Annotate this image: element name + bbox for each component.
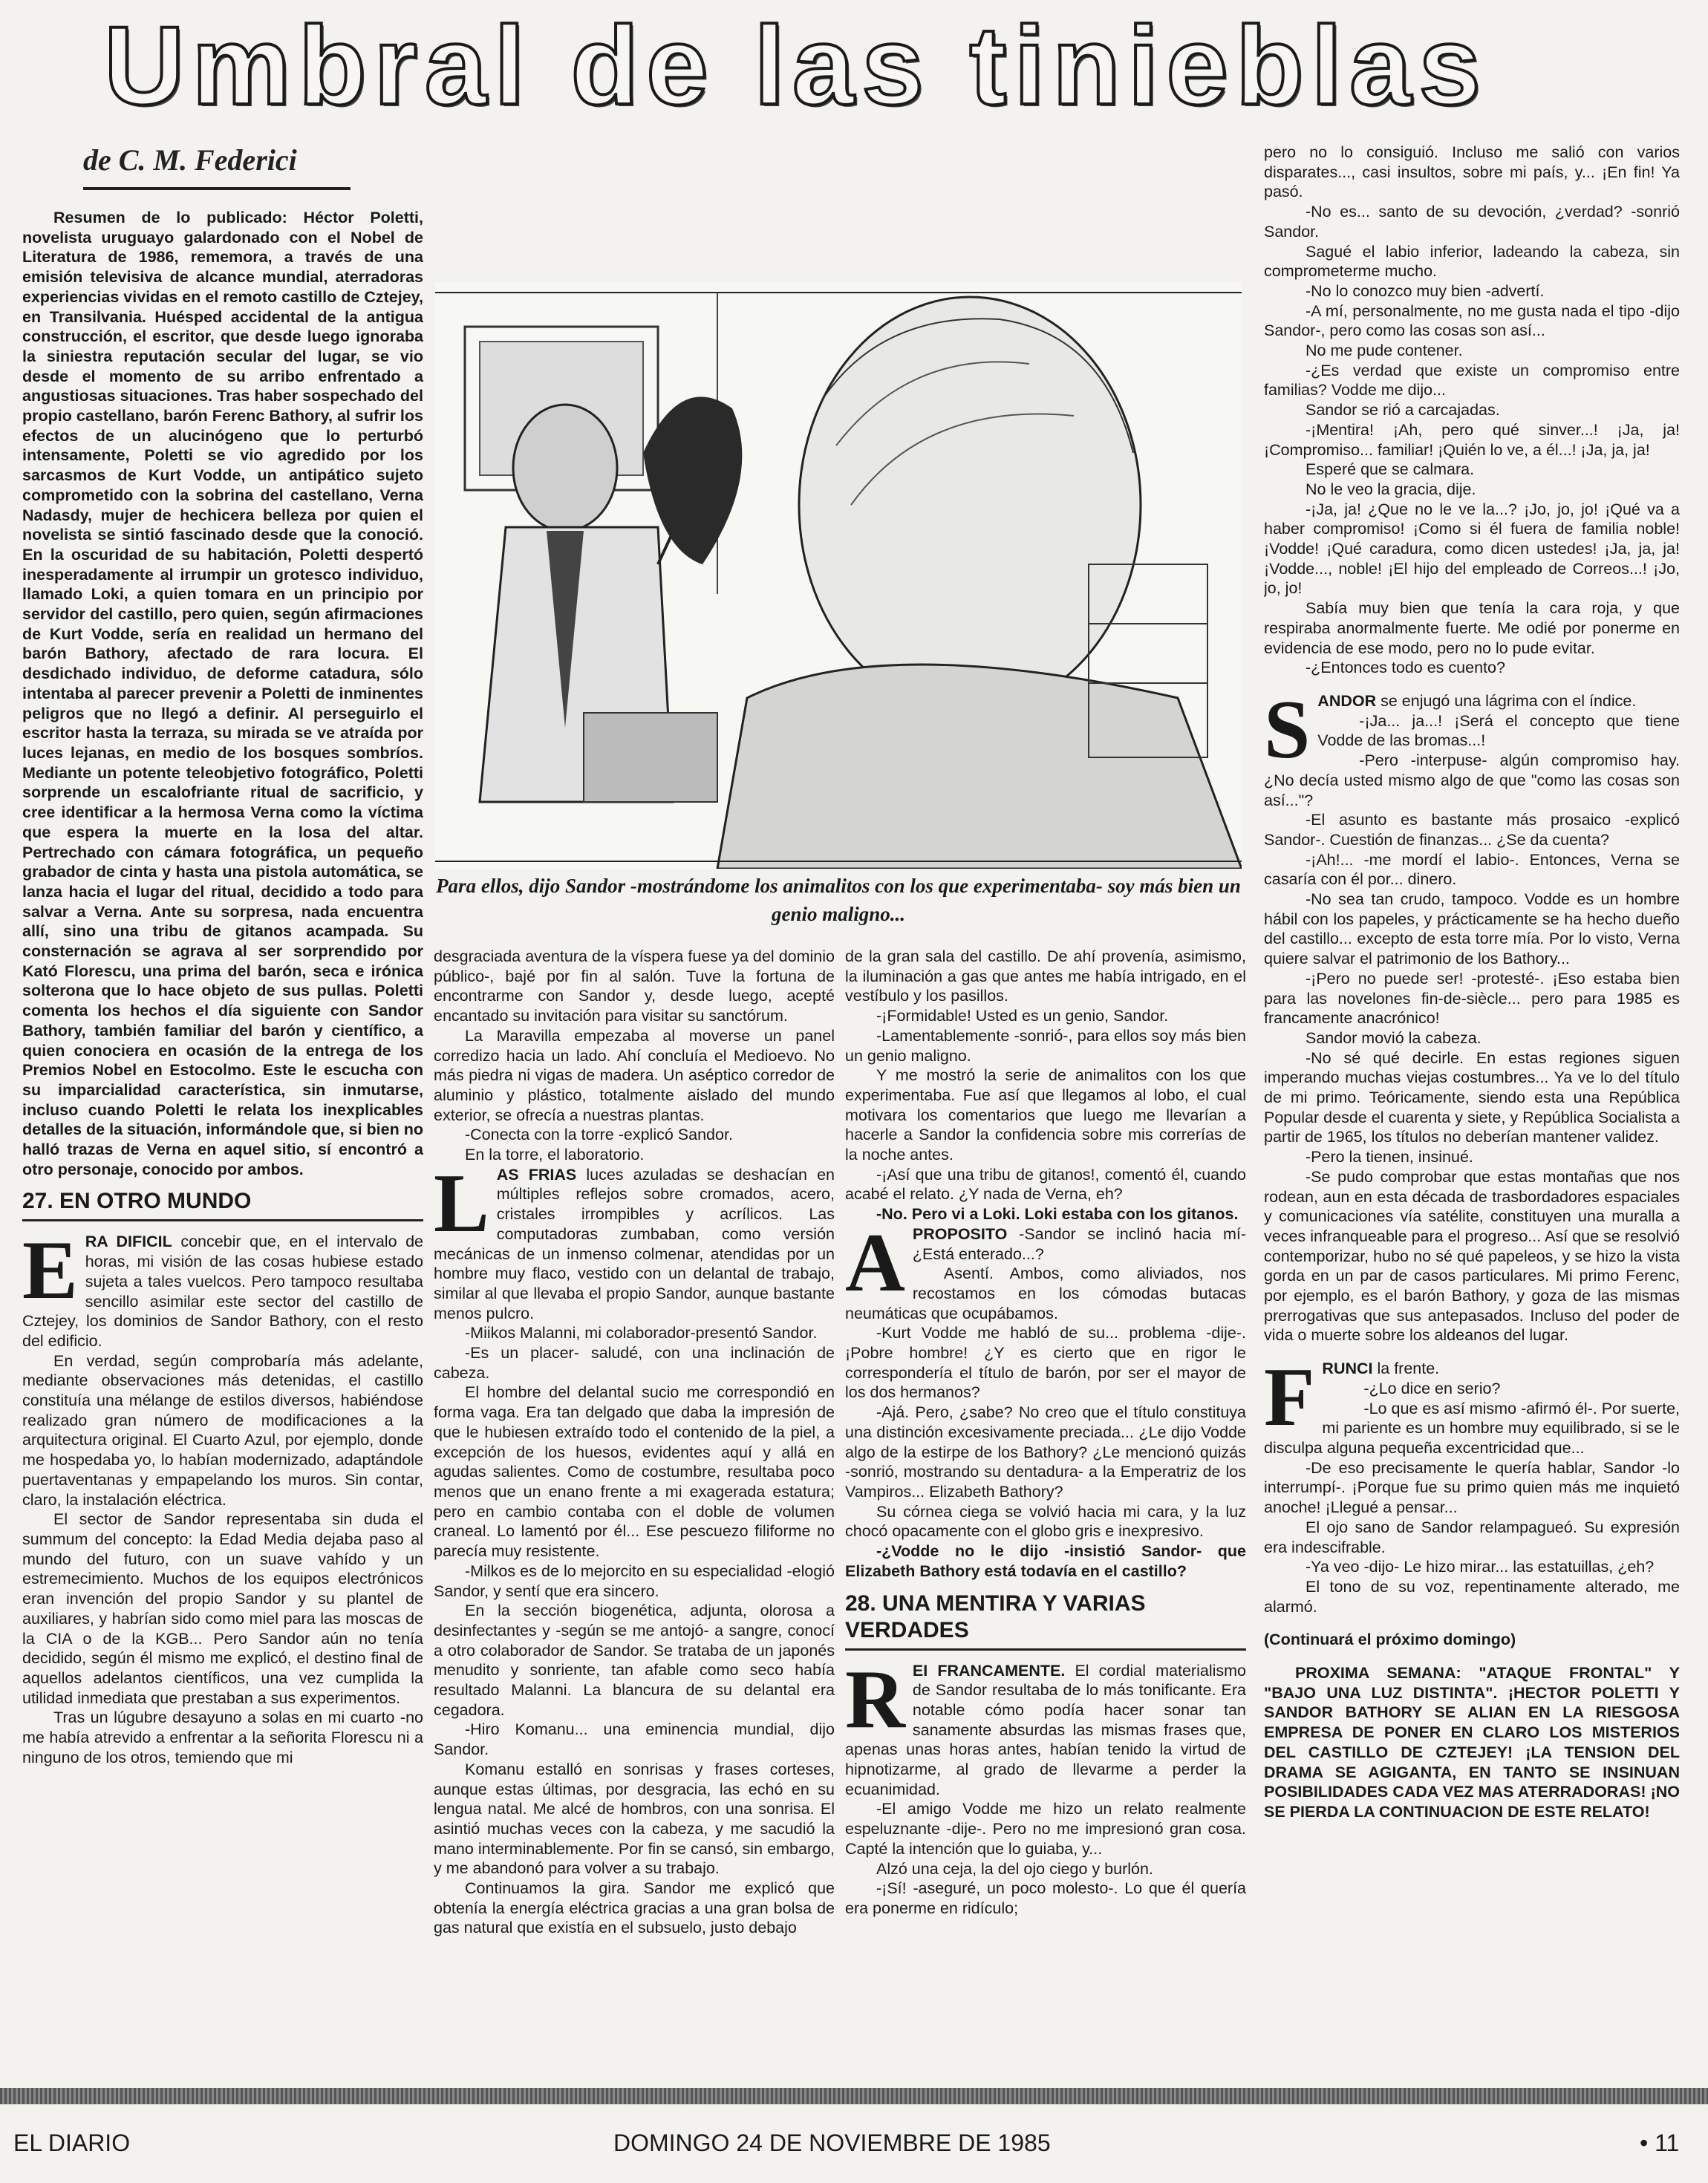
paragraph: LAS FRIAS luces azuladas se deshacían en múltiples reflejos sobre cromados, acero, cristales irrompibles y acrílicos. Las computadoras zumbaban, como versión mecánicas de un inmenso colmenar, atendidas por un hombre muy flaco, vestido con un delantal de trabajo, similar al que llevaba el propio Sandor, aunque bastante menos pulcro. [434,1157,835,1322]
paragraph: Sabía muy bien que tenía la cara roja, y que respiraba anormalmente fuerte. Me odié por ponerme en evidencia de ese modo, pero no lo pude evitar. [1264,599,1680,657]
illustration-caption: Para ellos, dijo Sandor -mostrándome los animalitos con los que experimentaba- soy más bien un genio maligno... [436,875,1241,925]
paragraph: -¡Sí! -aseguré, un poco molesto-. Lo que él quería era ponerme en ridículo; [845,1879,1246,1917]
column-4 [1264,143,1680,1925]
column-2 [434,947,835,2068]
paragraph: REI FRANCAMENTE. El cordial materialismo de Sandor resultaba de lo más tonificante. Era notable cómo podía hacer sonar tan sanamente absurdas las mismas frases que, apenas unas horas antes, habían tenido la virtud de hipnotizarme, al grado de llevarme a perder la ecuanimidad. [845,1653,1246,1798]
paragraph: -Se pudo comprobar que estas montañas que nos rodean, aun en esta década de trasbordadores espaciales y comunicaciones vía satélite, constituyen una muralla a veces infranqueable para el progreso... Así que se resolvió contemporizar, hubo no sé qué papeleos, y se hizo la vista gorda en un par de casos particulares. Mi primo Ferenc, por ejemplo, es el barón Bathory, y goza de las mismas prerrogativas que sus antepasados. Incluso del poder de vida o muerte sobre los aldeanos del lugar. [1264,1167,1680,1345]
lead-in: PROPOSITO [912,1224,1008,1243]
next-week-teaser: PROXIMA SEMANA: "ATAQUE FRONTAL" Y "BAJO UNA LUZ DISTINTA". ¡HECTOR POLETTI Y SANDOR BATHORY SE ALIAN EN LA RIESGOSA EMPRESA DE PONER EN CLARO LOS MISTERIOS DEL CASTILLO DE CZTEJEY! ¡LA TENSION DEL DRAMA SE AGIGANTA, EN TANTO SE INSINUAN POSIBILIDADES CADA VEZ MAS ATERRADORAS! ¡NO SE PIERDA LA CONTINUACION DE ESTE RELATO! [1264,1664,1680,1821]
paragraph: -No sé qué decirle. En estas regiones siguen imperando muchas viejas costumbres... Ya ve lo del título de mi primo. Teóricamente, siendo esta una República Popular desde el cuarenta y siete, y República Socialista a partir de 1965, los títulos no deberían mantener validez. [1264,1048,1680,1146]
paragraph: Alzó una ceja, la del ojo ciego y burlón. [876,1859,1153,1878]
paragraph: -Conecta con la torre -explicó Sandor. [465,1126,733,1144]
paragraph: Sagué el labio inferior, ladeando la cabeza, sin comprometerme mucho. [1264,242,1680,281]
paragraph: -¿Entonces todo es cuento? [1306,659,1505,677]
paragraph: -Pero -interpuse- algún compromiso hay. ¿No decía usted mismo algo de que "como las cosas son así..."? [1264,751,1680,809]
paragraph: Komanu estalló en sonrisas y frases corteses, aunque estas últimas, por desgracia, las echó en su lengua natal. Me alcé de hombros, con una sonrisa. El asintió muchas veces con la cabeza, y me sacudió la mano interminablemente. Por fin se cansó, sin embargo, y me abandonó para volver a su trabajo. [434,1760,835,1878]
footer-rule [0,2088,1708,2104]
drop-cap: L [434,1157,489,1250]
paragraph: de la gran sala del castillo. De ahí provenía, asimismo, la iluminación a gas que antes me había intrigado, en el vestíbulo y los pasillos. [845,947,1246,1005]
paragraph: ERA DIFICIL concebir que, en el intervalo de horas, mi visión de las cosas hubiese estado sujeta a tales vuelcos. Pero tampoco resultaba sencillo asimilar este sector del castillo de Cztejey, los dominios de Sandor Bathory, con el resto del edificio. [22,1224,423,1350]
paragraph: Tras un lúgubre desayuno a solas en mi cuarto -no me había atrevido a enfrentar a la señorita Florescu ni a ninguno de los otros, temiendo que mi [22,1709,423,1766]
paragraph: No le veo la gracia, dije. [1306,480,1476,498]
paragraph: -Lamentablemente -sonrió-, para ellos soy más bien un genio maligno. [845,1026,1246,1065]
paragraph: El ojo sano de Sandor relampagueó. Su expresión era indescifrable. [1264,1518,1680,1556]
paragraph: -¿Vodde no le dijo -insistió Sandor- que Elizabeth Bathory está todavía en el castillo? [845,1542,1246,1580]
drop-cap: F [1264,1351,1315,1444]
paragraph: -¡Ja, ja! ¿Que no le ve la...? ¡Jo, jo, jo! ¡Qué va a haber compromiso! ¡Como si él fuera de familia noble! ¡Vodde! ¡Qué caradura, como dicen ustedes! ¡Ja, ja, ja! ¡Vodde..., noble! ¡El hijo del empleado de Correos...! ¡Jo, jo, jo! [1264,500,1680,598]
paragraph: -Milkos es de lo mejorcito en su especialidad -elogió Sandor, y sentí que era sincero. [434,1562,835,1600]
paragraph: -De eso precisamente le quería hablar, Sandor -lo interrumpí-. ¡Porque fue su primo quien más me inquietó anoche! ¡Llegué a pensar... [1264,1458,1680,1517]
paragraph: -El amigo Vodde me hizo un relato realmente espeluznante -dije-. Pero no me impresionó gran cosa. Capté la intención que lo guiaba, y... [845,1800,1246,1858]
paragraph: -¿Es verdad que existe un compromiso entre familias? Vodde me dijo... [1264,361,1680,399]
continued-note: (Continuará el próximo domingo) [1264,1631,1516,1649]
byline: de C. M. Federici [83,140,351,190]
paragraph: pero no lo consiguió. Incluso me salió con varios disparates..., casi insultos, sobre mi país, y... ¡En fin! Ya pasó. [1264,143,1680,201]
paragraph: -Miikos Malanni, mi colaborador-presentó Sandor. [465,1324,818,1342]
scientist-illustration [435,282,1242,869]
headline: Umbral de las tinieblas [104,3,1488,128]
paragraph: Su córnea ciega se volvió hacia mi cara, y la luz chocó opacamente con el globo gris e inexpresivo. [845,1502,1246,1541]
paragraph: -No lo conozco muy bien -advertí. [1306,281,1545,300]
drop-cap: A [845,1216,905,1309]
paragraph: Continuamos la gira. Sandor me explicó que obtenía la energía eléctrica gracias a una gran bolsa de gas natural que existía en el subsuelo, justo debajo [434,1879,835,1937]
paragraph: -¡Pero no puede ser! -protesté-. ¡Eso estaba bien para las novelones fin-de-siècle... pero para 1985 es francamente anacrónico! [1264,969,1680,1028]
lead-in: RUNCI [1322,1360,1373,1378]
paragraph: -Ajá. Pero, ¿sabe? No creo que el título constituya una distinción excesivamente preciada... ¿Le dijo Vodde algo de la estirpe de los Bathory? ¿Le mencionó quizás -sonrió, mostrando su dentadura- a la Emperatriz de los Vampiros... Elizabeth Bathory? [845,1403,1246,1501]
paragraph: -El asunto es bastante más prosaico -explicó Sandor-. Cuestión de finanzas... ¿Se da cuenta? [1264,811,1680,849]
section-heading-28: 28. UNA MENTIRA Y VARIAS VERDADES [845,1590,1246,1651]
paragraph: -¡Formidable! Usted es un genio, Sandor. [876,1007,1169,1025]
paragraph: -No es... santo de su devoción, ¿verdad? -sonrió Sandor. [1264,203,1680,241]
summary-label: Resumen de lo publicado: [53,209,287,226]
paragraph: La Maravilla empezaba al moverse un panel corredizo hacia un lado. Ahí concluía el Medioevo. No más piedra ni vigas de madera. Un aséptico corredor de aluminio y plástico, totalmente aislado del mundo exterior, se ofrecía a nuestras plantas. [434,1026,835,1124]
paragraph: Sandor movió la cabeza. [1306,1028,1482,1047]
paragraph: -Ya veo -dijo- Le hizo mirar... las estatuillas, ¿eh? [1306,1558,1655,1576]
paragraph: -¡Así que una tribu de gitanos!, comentó él, cuando acabé el relato. ¿Y nada de Verna, eh? [845,1165,1246,1204]
paragraph: -Pero la tienen, insinué. [1306,1148,1473,1166]
section-heading-27: 27. EN OTRO MUNDO [22,1188,423,1221]
paragraph: -Es un placer- saludé, con una inclinación de cabeza. [434,1344,835,1382]
paragraph: -¿Lo dice en serio? [1363,1379,1501,1397]
lead-in: RA DIFICIL [85,1233,172,1251]
illustration [435,282,1242,869]
paragraph: El sector de Sandor representaba sin duda el summum del concepto: la Edad Media dejaba paso al mundo del futuro, con un suave vahído y un estremecimiento. Muchos de los equipos electrónicos eran invención del propio Sandor y su plantel de auxiliares, y habrían sido como miel para las moscas de la CIA o de la KGB... Pero Sandor aún no tenía decidido, según él mismo me explicó, el destino final de aquellos adelantos científicos, una vez cumplida la utilidad inmediata que prestaban a sus experimentos. [22,1510,423,1707]
paragraph: No me pude contener. [1306,342,1463,360]
drop-cap: S [1264,683,1311,776]
drop-cap: E [22,1224,78,1317]
paragraph: -¡Mentira! ¡Ah, pero qué sinver...! ¡Ja, ja! ¡Compromiso... familiar! ¡Quién lo ve, a él...! ¡Ja, ja, ja! [1264,420,1680,459]
paragraph: Sandor se rió a carcajadas. [1306,401,1500,420]
paragraph: En verdad, según comprobaría más adelante, mediante observaciones más detenidas, el castillo constituía una mélange de estilos diversos, habiéndose realizado gran número de modificaciones a la arquitectura original. El Cuarto Azul, por ejemplo, donde me hospedaba yo, lo habían modernizado, adaptándole puertaventanas y empapelando los muros. Sin contar, claro, la instalación eléctrica. [22,1351,423,1509]
paragraph: FRUNCI la frente. [1264,1351,1440,1444]
page-number: • 11 [1640,2130,1680,2156]
column-3 [845,947,1246,2068]
drop-cap: R [845,1653,905,1746]
column-1 [22,208,423,2049]
paragraph: SANDOR se enjugó una lágrima con el índice. [1264,683,1637,776]
paragraph: Y me mostró la serie de animalitos con los que experimentaba. Fue así que llegamos al lobo, el cual motivara los comentarios que luego me llevarían a hacerle a Sandor la confidencia sobre mis correrías de la noche antes. [845,1066,1246,1164]
publication-name: EL DIARIO [13,2130,131,2156]
page-footer [0,2121,1708,2165]
paragraph: -Lo que es así mismo -afirmó él-. Por suerte, mi pariente es un hombre muy equilibrado, si se le disculpa alguna pequeña excentricidad que... [1264,1399,1680,1457]
paragraph: -¡Ja... ja...! ¡Será el concepto que tiene Vodde de las bromas...! [1317,711,1680,750]
paragraph: Esperé que se calmara. [1306,460,1475,479]
lead-in: AS FRIAS [496,1165,577,1184]
paragraph: -Kurt Vodde me habló de su... problema -dije-. ¡Pobre hombre! ¿Y es cierto que en rigor le correspondería el título de barón, por ser el mayor de los dos hermanos? [845,1324,1246,1402]
paragraph: desgraciada aventura de la víspera fuese ya del dominio público-, bajé por fin al salón. Tuve la fortuna de encontrarme con Sandor y, desde luego, acepté encantado su invitación para visitar su sanctórum. [434,947,835,1025]
summary-paragraph [22,208,423,1179]
paragraph: -No sea tan crudo, tampoco. Vodde es un hombre hábil con los papeles, y prácticamente se ha hecho dueño del castillo... excepto de esta torre mía. Por lo visto, Verna quiere salvar el patrimonio de los Bathory... [1264,890,1680,968]
paragraph: En la torre, el laboratorio. [465,1146,645,1164]
paragraph: El tono de su voz, repentinamente alterado, me alarmó. [1264,1577,1680,1616]
lead-in: ANDOR [1317,691,1377,710]
summary-text: Héctor Poletti, novelista uruguayo galardonado con el Nobel de Literatura de 1986, rememora, a través de una emisión televisiva de alcance mundial, aterradoras experiencias vividas en el remoto castillo de Cztejey, en Transilvania. Huésped accidental de la antigua construcción, el escritor, que desde luego ignoraba la siniestra reputación secular del lugar, se vio desde el momento de su arribo enfrentado a angustiosas situaciones. Tras haber sospechado del propio castellano, barón Ferenc Bathory, al sufrir los efectos de un alucinógeno que lo perturbó intensamente, Poletti se vio agredido por los sarcasmos de Kurt Vodde, un antipático sujeto comprometido con la sobrina del castellano, Verna Nadasdy, mujer de hechicera belleza por quien el novelista se sintió fascinado desde que la conoció. En la oscuridad de su habitación, Poletti despertó inesperadamente al irrumpir un grotesco individuo, llamado Loki, a quien tomara en un principio por servidor del castillo, pero quien, según afirmaciones de Kurt Vodde, sería en realidad un hermano del barón Bathory, afectado de rara locura. El desdichado individuo, de deforme catadura, sólo intentaba al parecer prevenir a Poletti de inminentes peligros que no llegó a definir. Al perseguirlo el escritor hasta la terraza, su mirada se ve atraída por luces lejanas, en medio de los bosques sombríos. Mediante un potente teleobjetivo fotográfico, Poletti sorprende un escalofriante ritual de sacrificio, y cree identificar a la hermosa Verna como la víctima que espera la muerte en la losa del altar. Pertrechado con cámara fotográfica, un pequeño grabador de cinta y hasta una pistola automática, se lanza hacia el lugar del ritual, decidido a todo para salvar a Verna. Ante su sorpresa, nada encuentra allí, sino una tribu de gitanos acampada. Su consternación se agrava al ser sorprendido por Kató Florescu, una prima del barón, seca e irónica solterona que lo hace objeto de sus pullas. Poletti comenta los hechos el día siguiente con Sandor Bathory, también familiar del barón y científico, a quien conociera en ocasión de la entrega de los Premios Nobel en Estocolmo. Este le escucha con su imparcialidad característica, sin inmutarse, incluso cuando Poletti le relata los inexplicables detalles de la situación, informándole que, si bien no halló trazas de Verna en aquel sitio, sí encontró a otro personaje, conocido por ambos. [22,209,423,1178]
issue-date: DOMINGO 24 DE NOVIEMBRE DE 1985 [613,2130,1051,2156]
paragraph: El hombre del delantal sucio me correspondió en forma vaga. Era tan delgado que daba la impresión de que le hubiesen extraído todo el contenido de la piel, a excepción de los huesos, evidentes aquí y allá en agudas salientes. Como de costumbre, resultaba poco menos que un enano frente a mi exagerada estatura; pero en cambio contaba con el doble de volumen craneal. Lo lamentó por él... Ese pescuezo filiforme no parecía muy resistente. [434,1383,835,1561]
paragraph: -Hiro Komanu... una eminencia mundial, dijo Sandor. [434,1720,835,1759]
paragraph: Asentí. Ambos, como aliviados, nos recostamos en los cómodas butacas neumáticas que ocupábamos. [845,1265,1246,1322]
paragraph: En la sección biogenética, adjunta, olorosa a desinfectantes y -según se me antojó- a sangre, conocí a otro colaborador de Sandor. Se trataba de un japonés menudito y sonriente, tan afable como seco había resultado Malanni. La blancura de su delantal era cegadora. [434,1602,835,1719]
paragraph: -No. Pero vi a Loki. Loki estaba con los gitanos. [876,1205,1239,1224]
paragraph: -A mí, personalmente, no me gusta nada el tipo -dijo Sandor-, pero como las cosas son así... [1264,301,1680,340]
paragraph: APROPOSITO -Sandor se inclinó hacia mí- ¿Está enterado...? [845,1216,1246,1309]
lead-in: EI FRANCAMENTE. [912,1661,1066,1680]
paragraph: -¡Ah!... -me mordí el labio-. Entonces, Verna se casaría con él por... dinero. [1264,850,1680,889]
